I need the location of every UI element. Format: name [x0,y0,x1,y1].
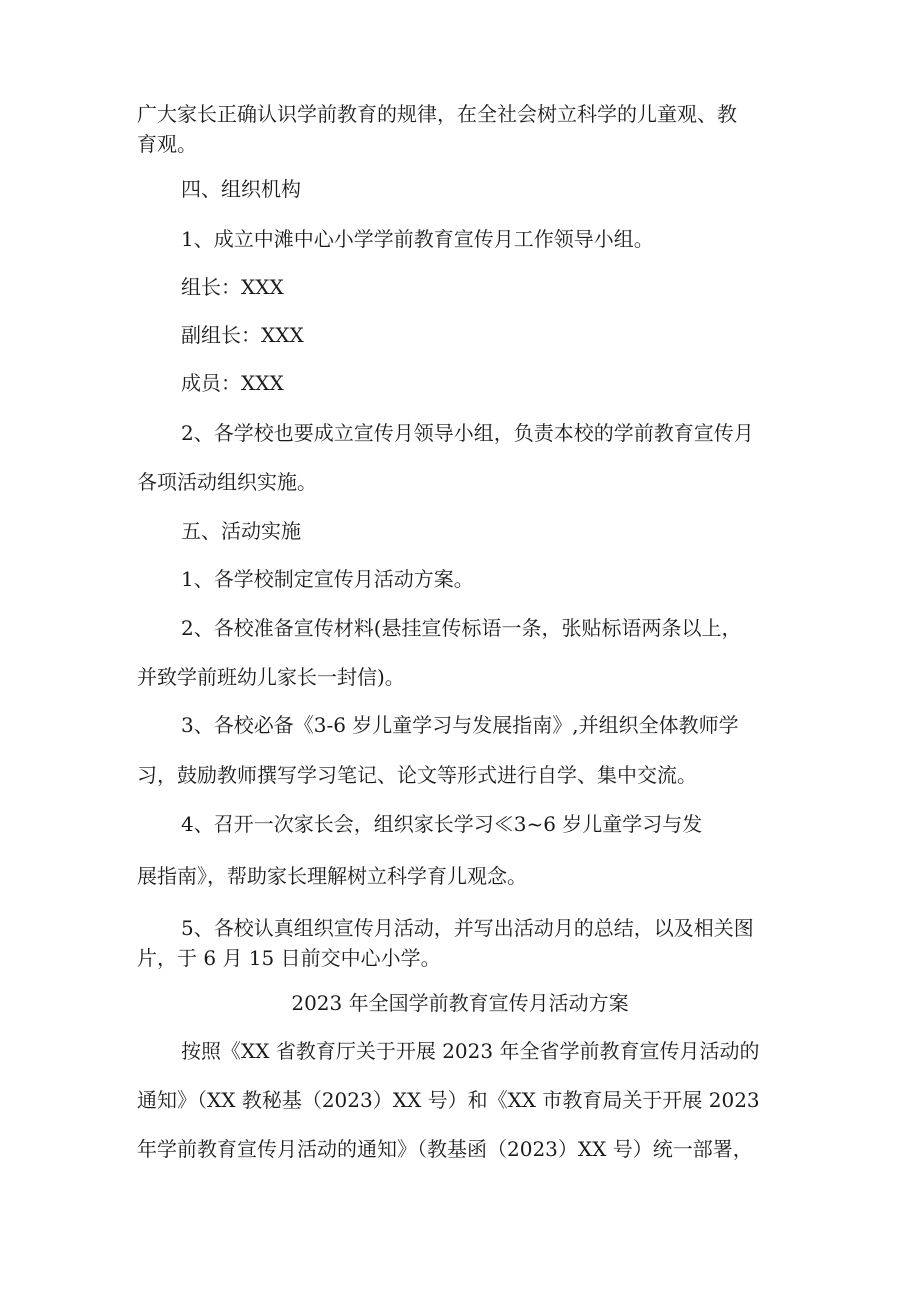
paragraph-line: 2、各校准备宣传材料(悬挂宣传标语一条，张贴标语两条以上， [181,616,742,640]
paragraph-line: 广大家长正确认识学前教育的规律，在全社会树立科学的儿童观、教 [137,102,737,126]
paragraph-line: 1、各学校制定宣传月活动方案。 [181,567,474,591]
paragraph-line: 3、各校必备《3-6 岁儿童学习与发展指南》,并组织全体教师学 [181,713,739,737]
section-heading: 五、活动实施 [181,519,301,543]
paragraph-line: 成员：XXX [181,371,284,395]
section-heading: 四、组织机构 [181,177,301,201]
paragraph-line: 5、各校认真组织宣传月活动，并写出活动月的总结，以及相关图 [181,916,754,940]
paragraph-line: 片，于 6 月 15 日前交中心小学。 [137,946,441,970]
paragraph-line: 2、各学校也要成立宣传月领导小组，负责本校的学前教育宣传月 [181,421,754,445]
paragraph-line: 年学前教育宣传月活动的通知》（教基函（2023）XX 号）统一部署， [137,1137,753,1161]
paragraph-line: 组长：XXX [181,275,284,299]
paragraph-line: 育观。 [137,132,197,156]
paragraph-line: 1、成立中滩中心小学学前教育宣传月工作领导小组。 [181,227,654,251]
paragraph-line: 习，鼓励教师撰写学习笔记、论文等形式进行自学、集中交流。 [137,763,697,787]
paragraph-line: 4、召开一次家长会，组织家长学习≪3~6 岁儿童学习与发 [181,812,703,836]
paragraph-line: 各项活动组织实施。 [137,470,317,494]
paragraph-line: 展指南》，帮助家长理解树立科学育儿观念。 [137,864,527,888]
paragraph-line: 按照《XX 省教育厅关于开展 2023 年全省学前教育宣传月活动的 [181,1039,760,1063]
paragraph-line: 并致学前班幼儿家长一封信)。 [137,665,405,689]
document-title: 2023 年全国学前教育宣传月活动方案 [291,991,629,1015]
paragraph-line: 副组长：XXX [181,323,304,347]
paragraph-line: 通知》（XX 教秘基（2023）XX 号）和《XX 市教育局关于开展 2023 [137,1088,760,1112]
